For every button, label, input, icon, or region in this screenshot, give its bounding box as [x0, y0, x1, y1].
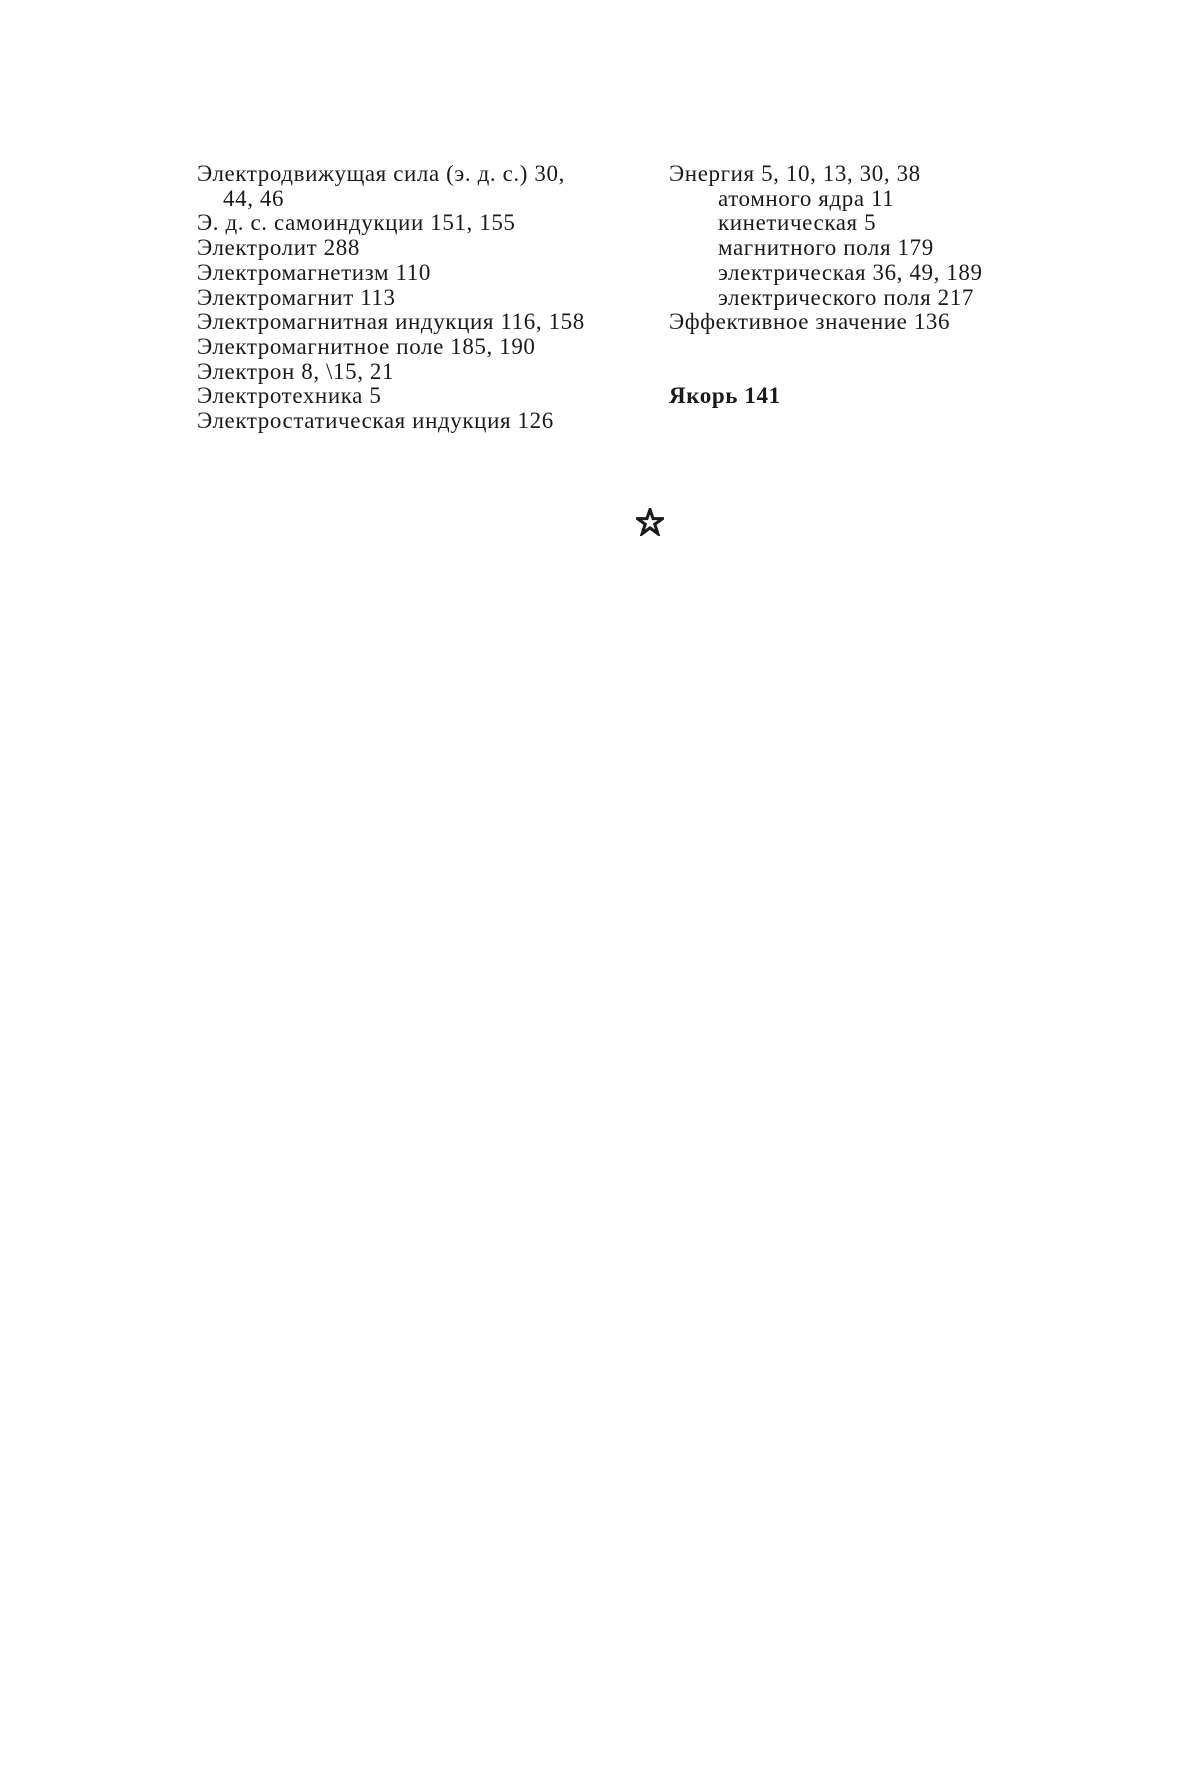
index-subentry: атомного ядра 11: [718, 185, 895, 211]
index-entry: Электрон 8, \15, 21: [197, 358, 395, 384]
index-subentry: магнитного поля 179: [718, 235, 934, 261]
index-letter-section-entry: Якорь 141: [669, 383, 781, 409]
index-column-right: [669, 162, 1029, 409]
index-entry-continuation: 44, 46: [223, 185, 285, 211]
letter-group-gap: [669, 335, 1029, 384]
index-entry: Электромагнитная индукция 116, 158: [197, 309, 585, 335]
index-entry: Энергия 5, 10, 13, 30, 38: [669, 161, 921, 186]
index-entry: Э. д. с. самоиндукции 151, 155: [197, 210, 516, 236]
index-entry: Электротехника 5: [197, 383, 382, 409]
index-entry: Эффективное значение 136: [669, 309, 951, 335]
star-outline-icon: [636, 508, 664, 536]
index-column-left: [197, 162, 637, 434]
index-entry: Электродвижущая сила (э. д. с.) 30,: [197, 161, 565, 186]
index-subentry: электрическая 36, 49, 189: [718, 259, 983, 285]
index-subentry: кинетическая 5: [718, 210, 877, 236]
index-entry: Электромагнитное поле 185, 190: [197, 333, 536, 359]
index-entry: Электролит 288: [197, 235, 360, 261]
index-entry: Электромагнит 113: [197, 284, 396, 310]
index-entry: Электромагнетизм 110: [197, 259, 431, 285]
index-subentry: электрического поля 217: [718, 284, 974, 310]
index-entry: Электростатическая индукция 126: [197, 408, 554, 434]
